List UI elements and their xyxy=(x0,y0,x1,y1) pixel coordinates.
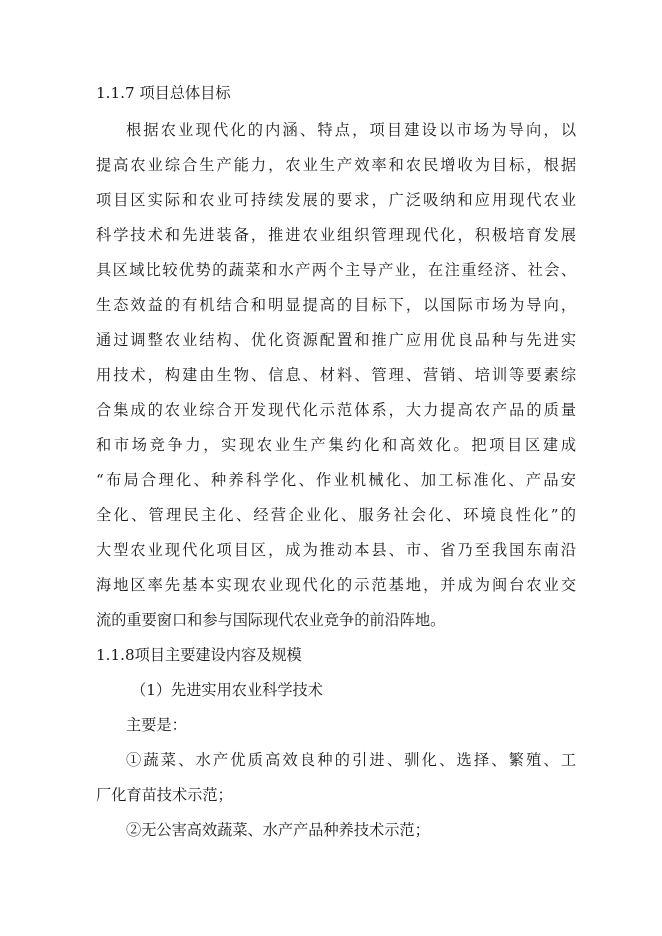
intro-line: 主要是： xyxy=(126,716,187,734)
paragraph-line: 全化、管理民主化、经营企业化、服务社会化、环境良性化”的 xyxy=(96,506,576,524)
paragraph-line: “布局合理化、种养科学化、作业机械化、加工标准化、产品安 xyxy=(96,471,576,489)
paragraph-line: 大型农业现代化项目区，成为推动本县、市、省乃至我国东南沿 xyxy=(96,541,576,559)
paragraph-line: 生态效益的有机结合和明显提高的目标下，以国际市场为导向， xyxy=(96,296,576,314)
list-item-continuation: 厂化育苗技术示范； xyxy=(96,786,233,804)
list-item: ②无公害高效蔬菜、水产产品种养技术示范； xyxy=(126,821,430,839)
paragraph-line: 流的重要窗口和参与国际现代农业竞争的前沿阵地。 xyxy=(96,611,446,629)
section-heading-1-1-8: 1.1.8项目主要建设内容及规模 xyxy=(96,646,302,664)
paragraph-line: 用技术，构建由生物、信息、材料、管理、营销、培训等要素综 xyxy=(96,366,576,384)
paragraph-line: 通过调整农业结构、优化资源配置和推广应用优良品种与先进实 xyxy=(96,331,576,349)
paragraph-line: 提高农业综合生产能力，农业生产效率和农民增收为目标，根据 xyxy=(96,156,576,174)
paragraph-line: 项目区实际和农业可持续发展的要求，广泛吸纳和应用现代农业 xyxy=(96,191,576,209)
section-heading-1-1-7: 1.1.7 项目总体目标 xyxy=(96,84,231,102)
paragraph-line: 海地区率先基本实现农业现代化的示范基地，并成为闽台农业交 xyxy=(96,576,576,594)
paragraph-line: 根据农业现代化的内涵、特点，项目建设以市场为导向，以 xyxy=(126,121,576,139)
subheading: （1）先进实用农业科学技术 xyxy=(131,681,323,699)
paragraph-line: 合集成的农业综合开发现代化示范体系，大力提高农产品的质量 xyxy=(96,401,576,419)
list-item: ①蔬菜、水产优质高效良种的引进、驯化、选择、繁殖、工 xyxy=(126,751,576,769)
paragraph-line: 科学技术和先进装备，推进农业组织管理现代化，积极培育发展 xyxy=(96,226,576,244)
paragraph-line: 和市场竞争力，实现农业生产集约化和高效化。把项目区建成 xyxy=(96,436,576,454)
paragraph-line: 具区域比较优势的蔬菜和水产两个主导产业，在注重经济、社会、 xyxy=(96,261,576,279)
